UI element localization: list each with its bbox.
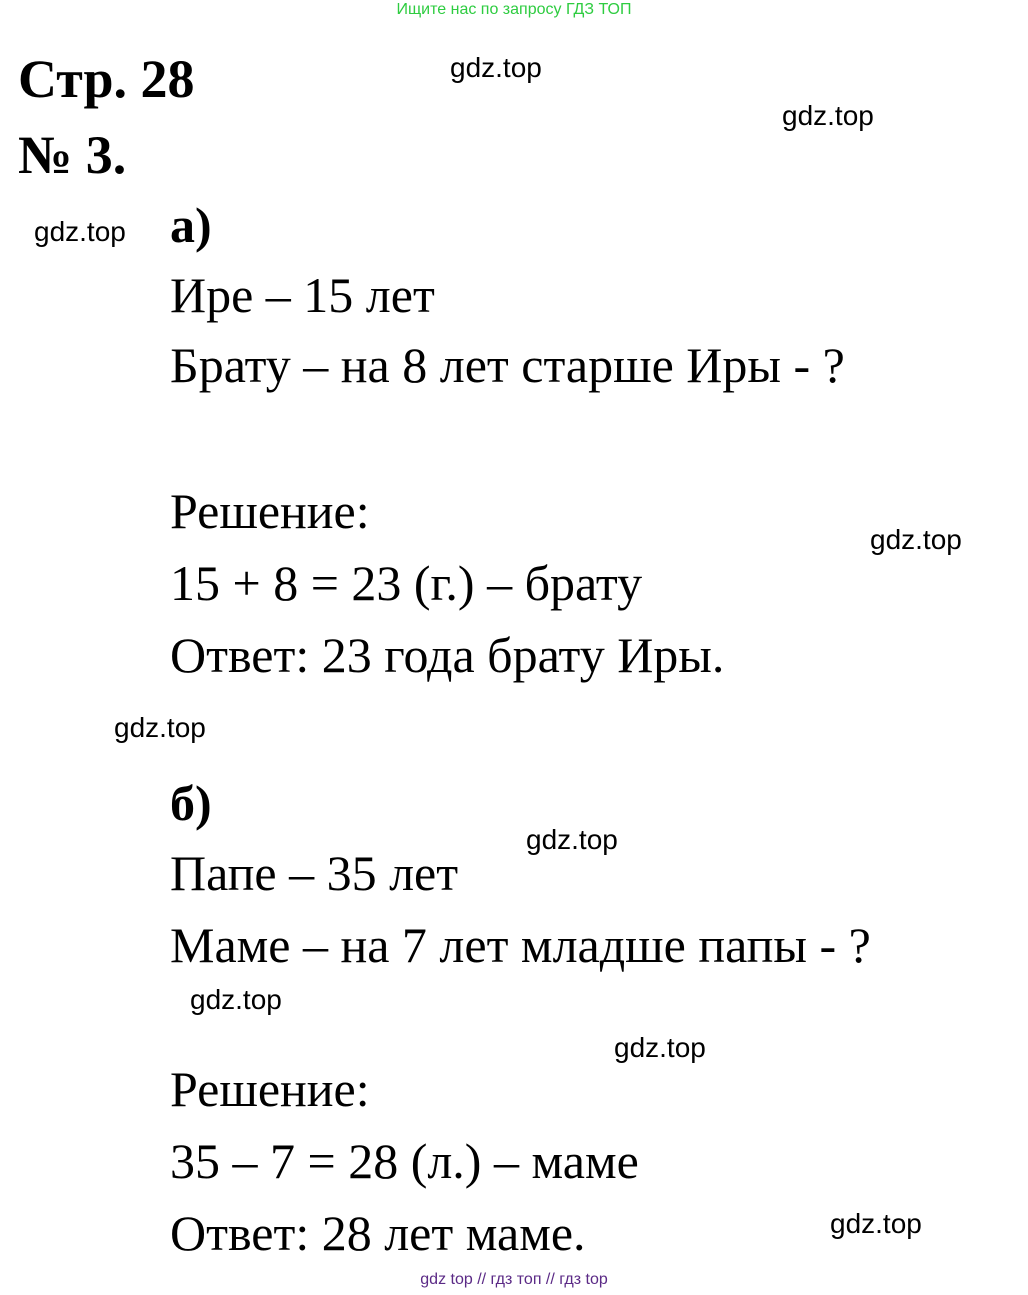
watermark: gdz.top xyxy=(614,1032,706,1063)
footer: gdz top // гдз топ // гдз top xyxy=(420,1271,608,1288)
watermark: gdz.top xyxy=(190,984,282,1015)
part-b-answer: Ответ: 28 лет маме. xyxy=(170,1205,586,1261)
watermark: gdz.top xyxy=(526,824,618,855)
part-b-label: б) xyxy=(170,775,212,831)
task-number: № 3. xyxy=(18,125,127,185)
watermark: gdz.top xyxy=(782,100,874,131)
page-title: Стр. 28 xyxy=(18,49,195,109)
part-a-solution-label: Решение: xyxy=(170,483,370,539)
part-a-label: а) xyxy=(170,197,212,253)
part-a-given-2: Брату – на 8 лет старше Иры - ? xyxy=(170,337,845,393)
part-a-answer: Ответ: 23 года брату Иры. xyxy=(170,627,725,683)
part-b-given-1: Папе – 35 лет xyxy=(170,845,459,901)
part-a-given-1: Ире – 15 лет xyxy=(170,267,435,323)
watermark: gdz.top xyxy=(830,1208,922,1239)
part-b-equation: 35 – 7 = 28 (л.) – маме xyxy=(170,1133,639,1189)
watermark: gdz.top xyxy=(870,524,962,555)
watermark: gdz.top xyxy=(114,712,206,743)
watermark: gdz.top xyxy=(450,52,542,83)
top-banner: Ищите нас по запросу ГДЗ ТОП xyxy=(396,1,632,18)
part-b-solution-label: Решение: xyxy=(170,1061,370,1117)
watermark: gdz.top xyxy=(34,216,126,247)
part-a-equation: 15 + 8 = 23 (г.) – брату xyxy=(170,555,643,611)
part-b-given-2: Маме – на 7 лет младше папы - ? xyxy=(170,917,871,973)
